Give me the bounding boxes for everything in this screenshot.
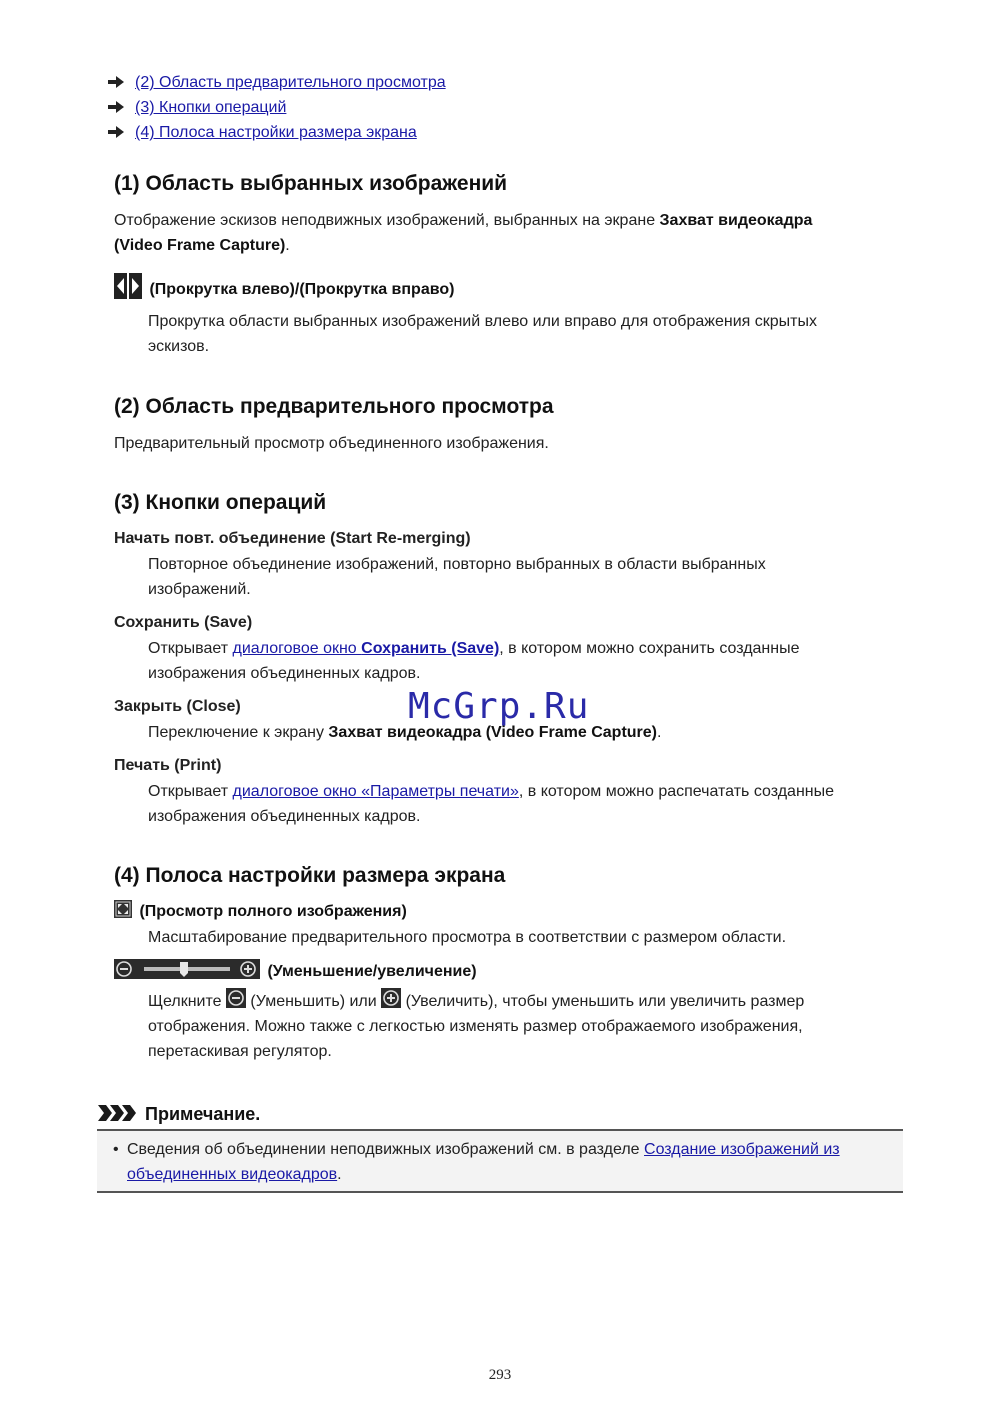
section-title-display-size-bar: (4) Полоса настройки размера экрана — [114, 864, 506, 887]
note-bullet: • — [113, 1141, 119, 1158]
nav-link-display-size-bar[interactable]: (4) Полоса настройки размера экрана — [135, 124, 417, 141]
nav-item-operation-buttons — [108, 97, 286, 119]
desc-save — [148, 636, 888, 686]
term-print: Печать (Print) — [114, 757, 222, 774]
desc-text: , в котором можно распечатать созданные — [518, 783, 835, 800]
section-title-selected-images: (1) Область выбранных изображений — [114, 172, 508, 195]
desc-text: Повторное объединение изображений, повторно выбранных в области выбранных — [148, 556, 766, 573]
desc-start-remerging — [148, 552, 888, 602]
section-desc-selected-images — [114, 208, 874, 258]
full-image-term — [114, 901, 407, 923]
full-image-icon — [114, 900, 132, 918]
note-title: Примечание. — [145, 1104, 261, 1124]
desc-text: . — [285, 237, 290, 254]
nav-item-display-size-bar — [108, 122, 417, 144]
scroll-right-icon — [129, 273, 142, 299]
scroll-buttons-label: (Прокрутка влево)/(Прокрутка вправо) — [149, 281, 455, 299]
zoom-slider-icon — [114, 959, 260, 979]
desc-text: изображения объединенных кадров. — [148, 665, 421, 682]
desc-text: (Уменьшить) или — [245, 993, 382, 1010]
scroll-buttons-desc — [148, 309, 888, 359]
note-text — [113, 1137, 887, 1187]
scroll-buttons-term — [114, 277, 454, 303]
nav-link-operation-buttons[interactable]: (3) Кнопки операций — [135, 99, 287, 116]
page-number: 293 — [488, 1367, 512, 1383]
section-desc-preview-area: Предварительный просмотр объединенного изображения. — [114, 435, 549, 452]
desc-text: (Увеличить), чтобы уменьшить или увеличить размер — [401, 993, 805, 1010]
desc-text: изображений. — [148, 581, 251, 598]
desc-text: . — [337, 1166, 342, 1183]
desc-text: эскизов. — [148, 338, 210, 355]
note-header — [98, 1101, 260, 1127]
term-close: Закрыть (Close) — [114, 698, 241, 715]
scroll-left-right-icon — [114, 273, 142, 299]
desc-bold: Захват видеокадра (Video Frame Capture) — [328, 724, 658, 741]
desc-text: Переключение к экрану — [148, 724, 329, 741]
zoom-out-icon — [226, 988, 246, 1008]
note-box — [97, 1129, 903, 1193]
desc-print — [148, 779, 888, 829]
desc-text: Открывает — [148, 783, 233, 800]
desc-text: Отображение эскизов неподвижных изображений, выбранных на экране — [114, 212, 660, 229]
zoom-term — [114, 960, 477, 984]
term-save: Сохранить (Save) — [114, 614, 253, 631]
zoom-in-icon — [381, 988, 401, 1008]
desc-text: Щелкните — [148, 993, 226, 1010]
term-start-remerging: Начать повт. объединение (Start Re-merging) — [114, 530, 471, 547]
full-image-desc: Масштабирование предварительного просмотра в соответствии с размером области. — [148, 929, 787, 946]
desc-text: изображения объединенных кадров. — [148, 808, 421, 825]
desc-bold: (Video Frame Capture) — [114, 237, 286, 254]
right-arrow-icon — [108, 101, 124, 113]
zoom-label: (Уменьшение/увеличение) — [267, 963, 477, 980]
desc-text: Сведения об объединении неподвижных изображений см. в разделе — [127, 1141, 645, 1158]
right-arrow-icon — [108, 76, 124, 88]
nav-link-preview-area[interactable]: (2) Область предварительного просмотра — [135, 74, 446, 91]
watermark: McGrp.Ru — [408, 686, 590, 727]
section-title-preview-area: (2) Область предварительного просмотра — [114, 395, 554, 418]
merged-frames-link[interactable]: Создание изображений из объединенных видеокадров — [127, 1141, 840, 1183]
desc-text: , в котором можно сохранить созданные — [499, 640, 800, 657]
desc-text: перетаскивая регулятор. — [148, 1043, 332, 1060]
right-arrow-icon — [108, 126, 124, 138]
desc-text: отображения. Можно также с легкостью изменять размер отображаемого изображения, — [148, 1018, 803, 1035]
desc-text: Прокрутка области выбранных изображений влево или вправо для отображения скрытых — [148, 313, 817, 330]
full-image-label: (Просмотр полного изображения) — [139, 903, 407, 920]
scroll-left-icon — [114, 273, 127, 299]
nav-item-preview-area — [108, 72, 446, 94]
desc-text: . — [657, 724, 662, 741]
print-settings-dialog-link[interactable]: диалоговое окно «Параметры печати» — [232, 783, 519, 800]
desc-text: Открывает — [148, 640, 233, 657]
save-dialog-link[interactable]: диалоговое окно Сохранить (Save) — [232, 640, 500, 657]
section-title-operation-buttons: (3) Кнопки операций — [114, 491, 327, 514]
desc-bold: Захват видеокадра — [659, 212, 813, 229]
zoom-desc — [148, 989, 888, 1064]
note-chevrons-icon — [98, 1105, 138, 1121]
